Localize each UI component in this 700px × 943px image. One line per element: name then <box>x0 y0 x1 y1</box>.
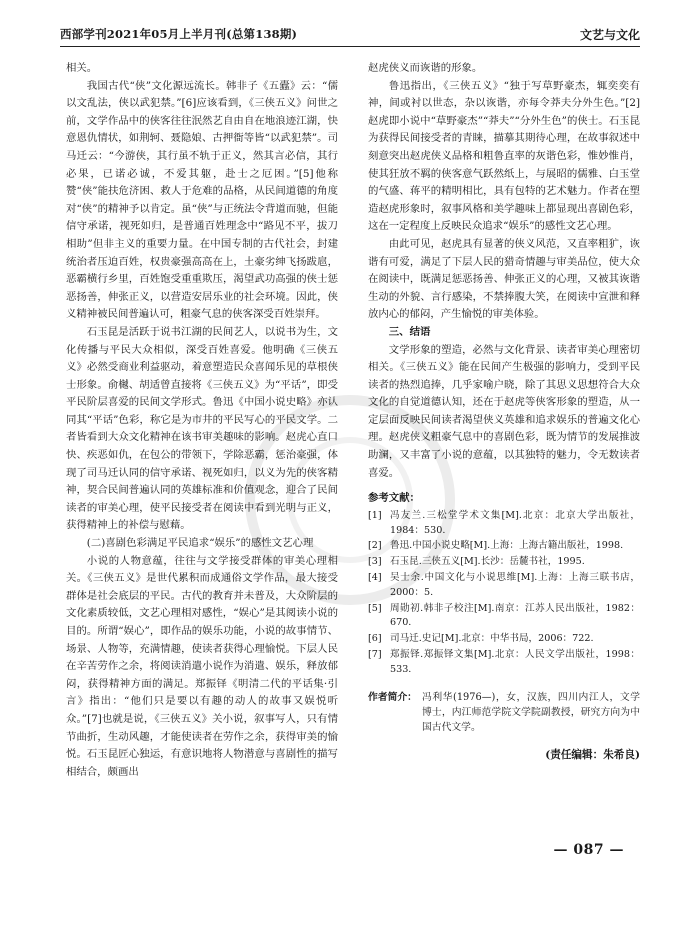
reference-item <box>368 571 640 601</box>
reference-text: 吴士余.中国文化与小说思维[M].上海：上海三联书店，2000：5. <box>390 572 640 598</box>
page-number: — 087 — <box>553 842 624 858</box>
paragraph: 石玉昆是活跃于说书江湖的民间艺人，以说书为生，文化传播与平民大众相似，深受百姓喜爱。他明确《三侠五义》必然受商业利益驱动，着意塑造民众喜闻乐见的草根侠士形象。俞樾、胡适曾直接将《三侠五义》为“平话”，即受平民阶层喜爱的民间文学形式。鲁迅《中国小说史略》亦认同其“平话”色彩，称它是为市井的平民写心的平民文学。二者皆看到大众文化精神在该书审美趣味的影响。赵虎心直口快、疾恶如仇，在包公的带领下，学除恶霸，惩治豪强，体现了司马迁认同的信守承诺、视死如归，以义为先的侠客精神，契合民间普遍认同的英雄标准和价值观念，迎合了民间读者的审美心理，使平民接受者在阅读中看到光明与正义，获得精神上的补偿与慰藉。 <box>66 325 338 532</box>
header-divider <box>60 46 640 47</box>
reference-item <box>368 539 640 554</box>
paragraph: 鲁迅指出，《三侠五义》“独于写草野豪杰，辄奕奕有神，间或衬以世态，杂以诙谐，亦每令莽夫分外生色。”[2]赵虎即小说中“草野豪杰”“莽夫”“分外生色”的侠士。石玉昆为获得民间接受者的青睐，描摹其期待心理，在故事叙述中刻意突出赵虎侠义品格和粗鲁直率的灰谐色彩，惟妙惟肖，使其狂放不羁的侠客意气跃然纸上，与展昭的儒雅、白玉堂的气盛、蒋平的精明相比，具有包特的艺术魅力。作者在塑造赵虎形象时，叙事风格和美学趣味上都显现出喜剧色彩，这在一定程度上反映民众追求“娱乐”的感性文艺心理。 <box>368 79 640 233</box>
references-heading: 参考文献： <box>368 492 420 505</box>
paragraph: 我国古代“侠”文化源远流长。韩非子《五蠹》云：“儒以文乱法，侠以武犯禁。”[6]应该看到，《三侠五义》问世之前，文学作品中的侠客往往泯然艺自由自在地浪迹江湖，快意恩仇情状，如荆轲、聂隐娘、古押衙等皆“以武犯禁”。司马迁云：“今游侠，其行虽不轨于正义，然其言必信，其行必果，已诺必诚，不爱其躯，赴士之厄困。”[5]他称赞“侠”能扶危济困、救人于危难的品格，从民间道德的角度对“侠”的精神予以肯定。虽“侠”与正统法令背道而驰，但能信守承诺，视死如归，是普通百姓理念中“路见不平，拔刀相助”但非主义的重要力量。在中国专制的古代社会，封建统治者压迫百姓，权贵豪强高高在上，土豪劣绅飞扬跋扈，恶霸横行乡里，百姓饱受重重欺压，渴望武功高强的侠士惩恶扬善，伸张正义，以营造安居乐业的社会环境。因此，侠义精神被民间普遍认可，粗豪气息的侠客深受百姓崇拜。 <box>66 79 338 321</box>
reference-item <box>368 509 640 539</box>
reference-number: [6] <box>368 633 382 645</box>
reference-text: 鲁迅.中国小说史略[M].上海：上海古籍出版社，1998. <box>390 540 624 552</box>
reference-text: 周勋初.韩非子校注[M].南京：江苏人民出版社，1982：670. <box>390 602 640 629</box>
reference-text: 郑振铎.郑振铎文集[M].北京：人民文学出版社，1998：533. <box>390 649 640 675</box>
page-header <box>60 26 640 46</box>
reference-item <box>368 555 640 570</box>
reference-text: 石玉昆.三侠五义[M].长沙：岳麓书社，1995. <box>390 556 585 568</box>
reference-number: [3] <box>368 556 382 568</box>
reference-text: 冯友兰.三松堂学术文集[M].北京：北京大学出版社，1984：530. <box>390 509 640 536</box>
reference-text: 司马迁.史记[M].北京：中华书局，2006：722. <box>390 633 594 645</box>
paragraph: 由此可见，赵虎具有显著的侠义风范，又直率粗犷，诙谐有可爱，满足了下层人民的猎奇情趣与审美品位，使大众在阅读中，既满足惩恶扬善、伸张正义的心理，又被其诙谐生动的外貌、言行感染，不禁捧腹大笑，在阅读中宣泄和释放内心的郁闷，产生愉悦的审美体验。 <box>368 237 640 321</box>
section-title: 文艺与文化 <box>579 28 640 42</box>
journal-title: 西部学刊2021年05月上半月刊(总第138期) <box>60 27 298 41</box>
reference-number: [7] <box>368 649 382 661</box>
author-bio-text: 冯利华(1976—)，女，汉族，四川内江人，文学博士，内江师范学院文学院副教授，研究方向为中国古代文学。 <box>422 691 640 733</box>
reference-list <box>368 509 640 678</box>
reference-item <box>368 648 640 678</box>
author-bio <box>368 690 640 735</box>
paragraph: 小说的人物意蕴，往往与文学接受群体的审美心理相关。《三侠五义》是世代累积而成通俗文学作品，最大接受群体是社会底层的平民。古代的教育并未普及，大众阶层的文化素质较低，文艺心理相对感性，“娱心”是其阅读小说的目的。所谓“娱心”，即作品的娱乐功能，小说的故事情节、场景、人物等，充满情趣，使读者获得心理愉悦。下层人民在辛苦劳作之余，将阅读消遣小说作为消遣、娱乐，释放郁闷，获得精神方面的满足。郑振铎《明清二代的平话集·引言》指出：“他们只是要以有趣的动人的故事又娱悦听众。”[7]也就是说，《三侠五义》关小说，叙事写人，只有情节曲折，生动风趣，才能使读者在劳作之余，获得审美的愉悦。石玉昆匠心独运，有意识地将人物潜意与喜剧性的描写相结合，颇画出 <box>66 554 338 778</box>
reference-item <box>368 632 640 647</box>
reference-number: [1] <box>368 509 382 521</box>
subsection-heading: (二)喜剧色彩满足平民追求“娱乐”的感性文艺心理 <box>86 537 314 550</box>
reference-number: [4] <box>368 572 382 584</box>
paragraph: 相关。 <box>66 62 98 74</box>
section-heading: 三、结语 <box>388 325 431 338</box>
reference-number: [2] <box>368 540 382 552</box>
paragraph: 赵虎侠义而诙谐的形象。 <box>368 62 483 74</box>
paragraph: 文学形象的塑造，必然与文化背景、读者审美心理密切相关。《三侠五义》能在民间产生极强的影响力，受到平民读者的热烈追捧，几乎家喻户晓，除了其思义思想符合大众文化的自觉道德认知，还在于赵虎等侠客形象的塑造，从一定层面反映民间读者渴望侠义英雄和追求娱乐的普遍文化心理。赵虎侠义粗豪气息中的喜剧色彩，既为情节的发展推波助澜，又丰富了小说的意蕴，以其独特的魅力，令无数读者喜爱。 <box>368 343 640 479</box>
reference-item <box>368 602 640 632</box>
reference-number: [5] <box>368 602 382 614</box>
right-column <box>368 60 640 764</box>
responsible-editor: (责任编辑：朱希良) <box>545 748 640 761</box>
author-bio-label: 作者简介： <box>368 691 417 703</box>
left-column <box>66 60 338 781</box>
